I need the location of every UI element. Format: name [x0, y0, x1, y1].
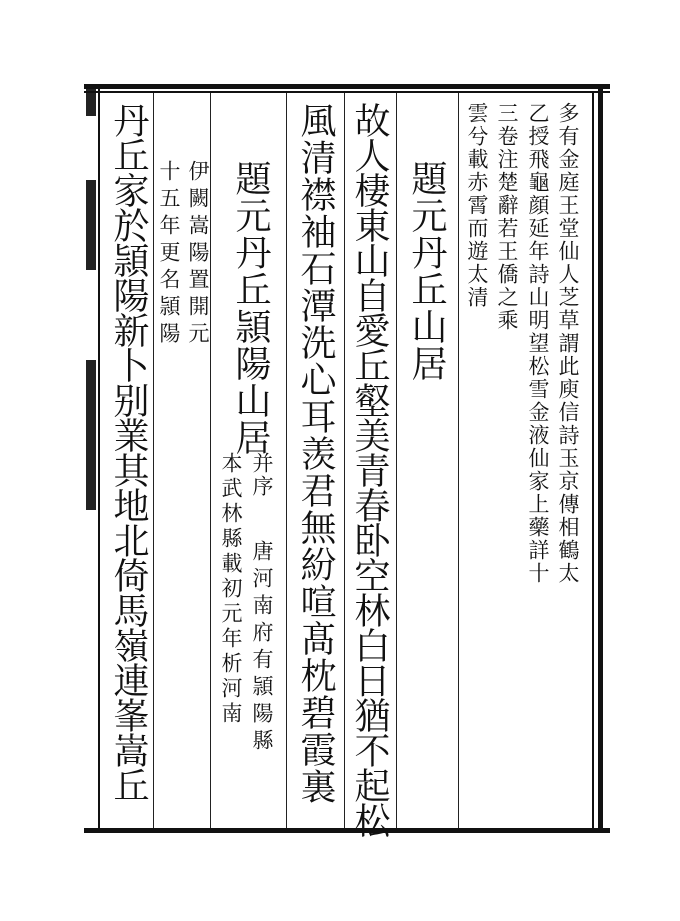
text-column: 三卷注楚辭若王僑之乘 [495, 102, 519, 332]
frame-top-inner-border [84, 91, 610, 93]
annotation-column: 伊闕嵩陽置開元 [186, 160, 210, 349]
column-rule [458, 93, 459, 828]
spine-glyph-mark [86, 360, 96, 510]
poem-line: 風清襟袖石潭洗心耳羡君無紛喧髙枕碧霞裏 [295, 102, 336, 805]
frame-right-inner-border [592, 91, 594, 828]
column-rule [396, 93, 397, 828]
poem-title: 題元丹丘山居 [406, 160, 447, 382]
poem-line: 故人棲東山自愛丘壑美青春卧空林白日猶不起松 [349, 102, 390, 837]
annotation-column: 唐河南府有頴陽縣 [250, 540, 274, 756]
frame-bottom-border [84, 828, 610, 833]
text-column: 雲兮載赤霄而遊太清 [465, 102, 489, 309]
annotation-column: 十五年更名頴陽 [157, 160, 181, 349]
column-rule [286, 93, 287, 828]
text-column: 多有金庭王堂仙人芝草謂此庾信詩玉京傳相鶴太 [556, 102, 580, 585]
column-rule [210, 93, 211, 828]
spine-glyph-mark [86, 180, 96, 270]
frame-top-border [84, 84, 610, 89]
column-rule [153, 93, 154, 828]
preface-line: 丹丘家於頴陽新卜别業其地北倚馬嶺連峯嵩丘 [108, 102, 149, 802]
preface-note: 并序 [250, 452, 274, 498]
text-column: 乙授飛龜顔延年詩山明望松雪金液仙家上藥詳十 [526, 102, 550, 585]
column-rule [344, 93, 345, 828]
poem-title: 題元丹丘頴陽山居 [230, 160, 271, 456]
frame-right-border [598, 84, 603, 833]
annotation-column: 本武林縣載初元年析河南 [219, 452, 243, 727]
